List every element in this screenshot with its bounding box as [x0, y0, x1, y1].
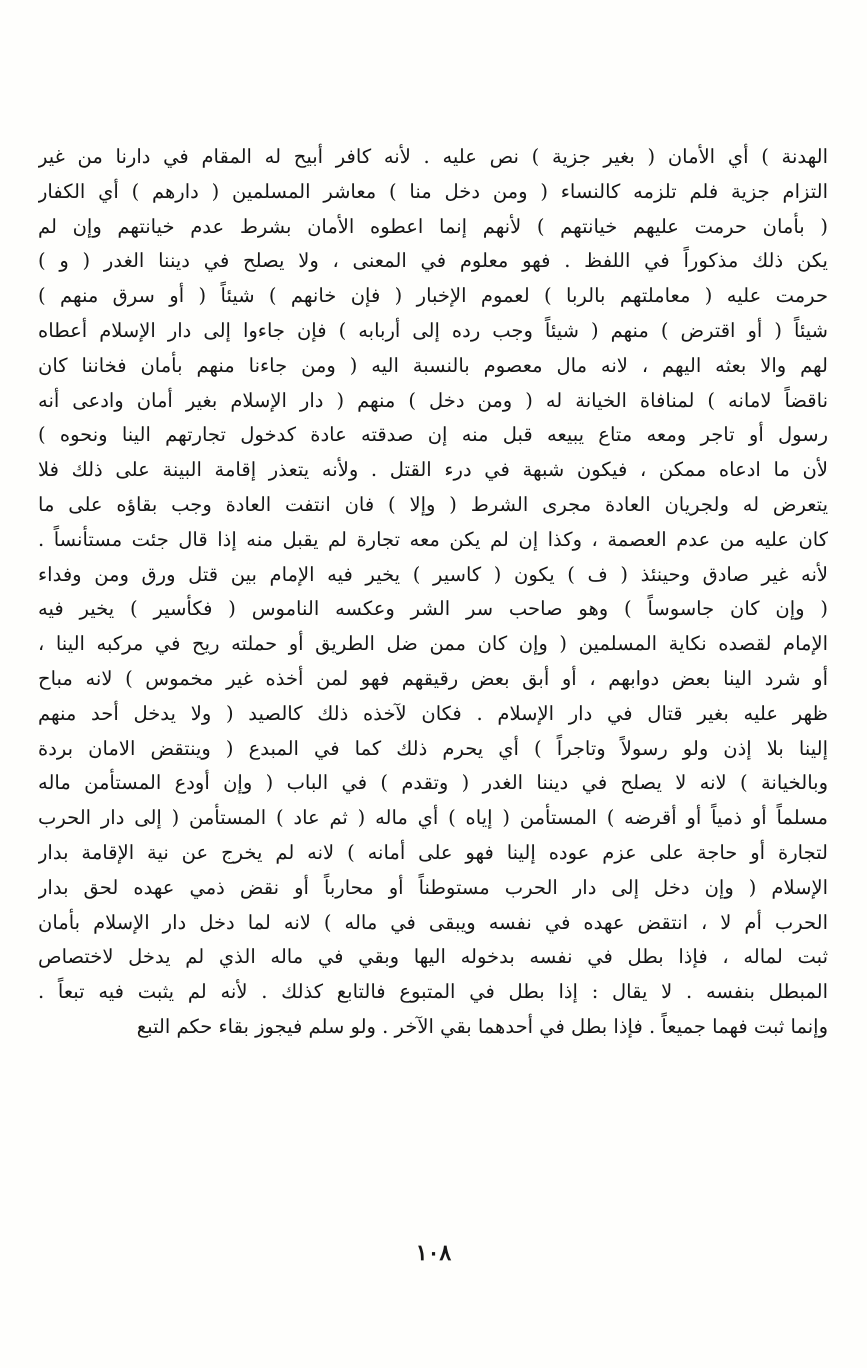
text-line-18: إلينا بلا إذن ولو رسولاً وتاجراً ) أي يحرم ذلك كما في المبدع ( وينتقض الامان بردة [38, 736, 828, 760]
text-line-1: الهدنة ) أي الأمان ( بغير جزية ) نص عليه . لأنه كافر أبيح له المقام في دارنا من غير [38, 145, 828, 168]
text-line-6: شيئاً ( أو اقترض ) منهم ( شيئاً وجب رده إلى أربابه ) فإن جاءوا إلى دار الإسلام أعطاه [38, 318, 828, 342]
text-line-8: ناقضاً لامانه ) لمنافاة الخيانة له ( ومن دخل ) منهم ( دار الإسلام بغير أمان وادعى أنه [38, 388, 828, 412]
text-line-16: أو شرد الينا بعض دوابهم ، أو أبق بعض رقيقهم فهو لمن أخذه غير مخموس ) لانه مباح [38, 666, 828, 690]
page-number: ١٠٨ [415, 1240, 452, 1266]
text-line-13: لأنه غير صادق وحينئذ ( ف ) يكون ( كاسير ) يخير فيه الإمام بين قتل ورق ومن وفداء [38, 562, 828, 586]
text-line-26: وإنما ثبت فهما جميعاً . فإذا بطل في أحدهما بقي الآخر . ولو سلم فيجوز بقاء حكم التبع [136, 1014, 828, 1038]
text-line-24: ثبت لماله ، فإذا بطل في نفسه بدخوله اليها وبقي في ماله الذي لم يدخل لاختصاص [38, 945, 828, 969]
text-line-23: الحرب أم لا ، انتقض عهده في نفسه ويبقى في ماله ) لانه لما دخل دار الإسلام بأمان [38, 910, 828, 934]
text-line-7: لهم والا بعثه اليهم ، لانه مال معصوم بالنسبة اليه ( ومن جاءنا منهم بأمان فخاننا كان [38, 353, 828, 377]
text-line-17: ظهر عليه بغير قتال في دار الإسلام . فكان لآخذه ذلك كالصيد ( ولا يدخل أحد منهم [38, 701, 828, 725]
text-line-15: الإمام لقصده نكاية المسلمين ( وإن كان ممن ضل الطريق أو حملته ريح في مركبه الينا ، [38, 632, 828, 656]
text-line-4: يكن ذلك مذكوراً في اللفظ . فهو معلوم في المعنى ، ولا يصلح في ديننا الغدر ( و ) [38, 249, 828, 273]
text-line-22: الإسلام ( وإن دخل إلى دار الحرب مستوطناً أو محارباً أو نقض ذمي عهده لحق بدار [38, 875, 828, 899]
text-line-9: رسول أو تاجر ومعه متاع يبيعه قبل منه إن صدقته عادة كدخول تجارتهم الينا ونحوه ) [38, 423, 828, 447]
page-text [38, 140, 828, 1045]
text-line-5: حرمت عليه ( معاملتهم بالربا ) لعموم الإخبار ( فإن خانهم ) شيئاً ( أو سرق منهم ) [38, 284, 828, 308]
text-line-25: المبطل بنفسه . لا يقال : إذا بطل في المتبوع فالتابع كذلك . لأنه لم يثبت فيه تبعاً . [38, 980, 828, 1004]
text-line-11: يتعرض له ولجريان العادة مجرى الشرط ( وإلا ) فان انتفت العادة وجب بقاؤه على ما [38, 492, 828, 516]
text-line-12: كان عليه من عدم العصمة ، وكذا إن لم يكن معه تجارة لم يقبل منه إذا قال جئت مستأنساً . [38, 527, 828, 551]
text-line-21: لتجارة أو حاجة على عزم عوده إلينا فهو على أمانه ) لانه لم يخرج عن نية الإقامة بدار [38, 840, 828, 864]
text-line-3: ( بأمان حرمت عليهم خيانتهم ) لأنهم إنما اعطوه الأمان بشرط عدم خيانتهم وإن لم [38, 214, 828, 238]
text-line-20: مسلماً أو ذمياً أو أقرضه ) المستأمن ( إياه ) أي ماله ( ثم عاد ) المستأمن ( إلى دار الحرب [38, 806, 828, 830]
text-line-2: التزام جزية فلم تلزمه كالنساء ( ومن دخل منا ) معاشر المسلمين ( دارهم ) أي الكفار [38, 179, 828, 203]
text-line-14: ( وإن كان جاسوساً ) وهو صاحب سر الشر وعكسه الناموس ( فكأسير ) يخير فيه [38, 597, 828, 621]
text-line-19: وبالخيانة ) لانه لا يصلح في ديننا الغدر ( وتقدم ) في الباب ( وإن أودع المستأمن ماله [38, 771, 828, 795]
text-line-10: لأن ما ادعاه ممكن ، فيكون شبهة في درء القتل . ولأنه يتعذر إقامة البينة على ذلك فلا [38, 458, 828, 482]
